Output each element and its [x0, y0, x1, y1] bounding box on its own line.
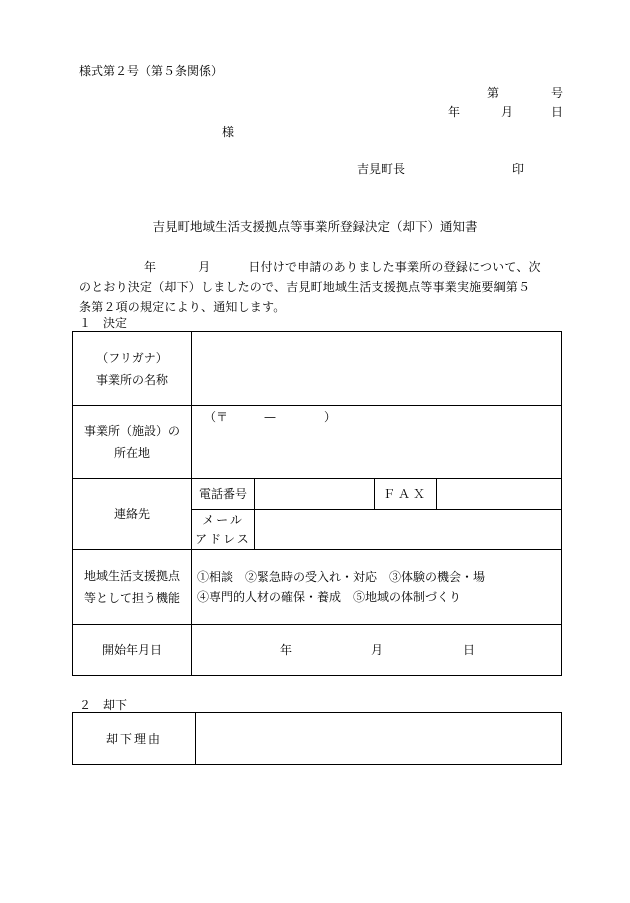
email-field[interactable] — [255, 510, 562, 550]
function-options[interactable] — [192, 550, 562, 625]
section-2-heading: ２ 却下 — [79, 698, 128, 712]
mayor-title: 吉見町長 — [357, 162, 406, 176]
recipient-sama: 様 — [222, 125, 235, 139]
date-year: 年 — [448, 105, 461, 119]
function-options-line-2: ④専門的人材の確保・養成 ⑤地域の体制づくり — [197, 590, 462, 604]
postal-code: （〒 — ） — [204, 410, 337, 424]
function-row — [73, 550, 562, 625]
furigana-label: （フリガナ） — [96, 350, 168, 365]
address-field[interactable] — [192, 406, 562, 479]
office-name-row — [73, 332, 562, 406]
body-paragraph — [79, 257, 561, 317]
start-date-day: 日 — [463, 643, 476, 657]
start-date-field[interactable] — [192, 625, 562, 676]
email-label-line-1: メール — [202, 512, 244, 527]
phone-row — [73, 479, 562, 510]
section-1-heading: １ 決定 — [79, 316, 128, 330]
rejection-table — [72, 712, 562, 765]
fax-field[interactable] — [437, 479, 562, 510]
doc-number-dai: 第 — [487, 86, 500, 100]
rejection-reason-label: 却下理由 — [73, 713, 196, 765]
address-label-line-2: 所在地 — [113, 446, 150, 460]
body-line-1 — [79, 257, 561, 277]
function-label-line-2: 等として担う機能 — [83, 591, 180, 605]
fax-label: ＦＡＸ — [375, 479, 437, 510]
phone-label: 電話番号 — [192, 479, 255, 510]
body-line-2: のとおり決定（却下）しましたので、吉見町地域生活支援拠点等事業実施要綱第５ — [79, 280, 531, 294]
body-line-1-rest: 日付けで申請のありました事業所の登録について、次 — [248, 260, 541, 274]
start-date-year: 年 — [280, 643, 293, 657]
date-day: 日 — [551, 105, 564, 119]
form-number: 様式第２号（第５条関係） — [79, 64, 224, 78]
rejection-reason-row — [73, 713, 562, 765]
phone-field[interactable] — [255, 479, 375, 510]
email-label — [192, 510, 255, 550]
document-title: 吉見町地域生活支援拠点等事業所登録決定（却下）通知書 — [152, 219, 478, 234]
start-date-label: 開始年月日 — [73, 625, 192, 676]
seal-mark: 印 — [512, 162, 525, 176]
function-label-line-1: 地域生活支援拠点 — [83, 569, 180, 583]
function-label-cell — [73, 550, 192, 625]
rejection-reason-field[interactable] — [196, 713, 562, 765]
office-name-label: 事業所の名称 — [95, 372, 168, 387]
office-name-field[interactable] — [192, 332, 562, 406]
decision-table — [72, 331, 562, 676]
body-year: 年 — [144, 260, 157, 274]
function-options-line-1: ①相談 ②緊急時の受入れ・対応 ③体験の機会・場 — [197, 570, 486, 584]
address-row — [73, 406, 562, 479]
start-date-row — [73, 625, 562, 676]
body-month: 月 — [198, 260, 211, 274]
start-date-month: 月 — [371, 643, 384, 657]
office-name-label-cell — [73, 332, 192, 406]
body-line-3: 条第２項の規定により、通知します。 — [79, 300, 286, 314]
date-month: 月 — [501, 105, 514, 119]
address-label-cell — [73, 406, 192, 479]
doc-number-go: 号 — [551, 86, 564, 100]
address-label-line-1: 事業所（施設）の — [83, 424, 180, 438]
contact-label: 連絡先 — [73, 479, 192, 550]
email-label-line-2: アドレス — [195, 531, 251, 546]
